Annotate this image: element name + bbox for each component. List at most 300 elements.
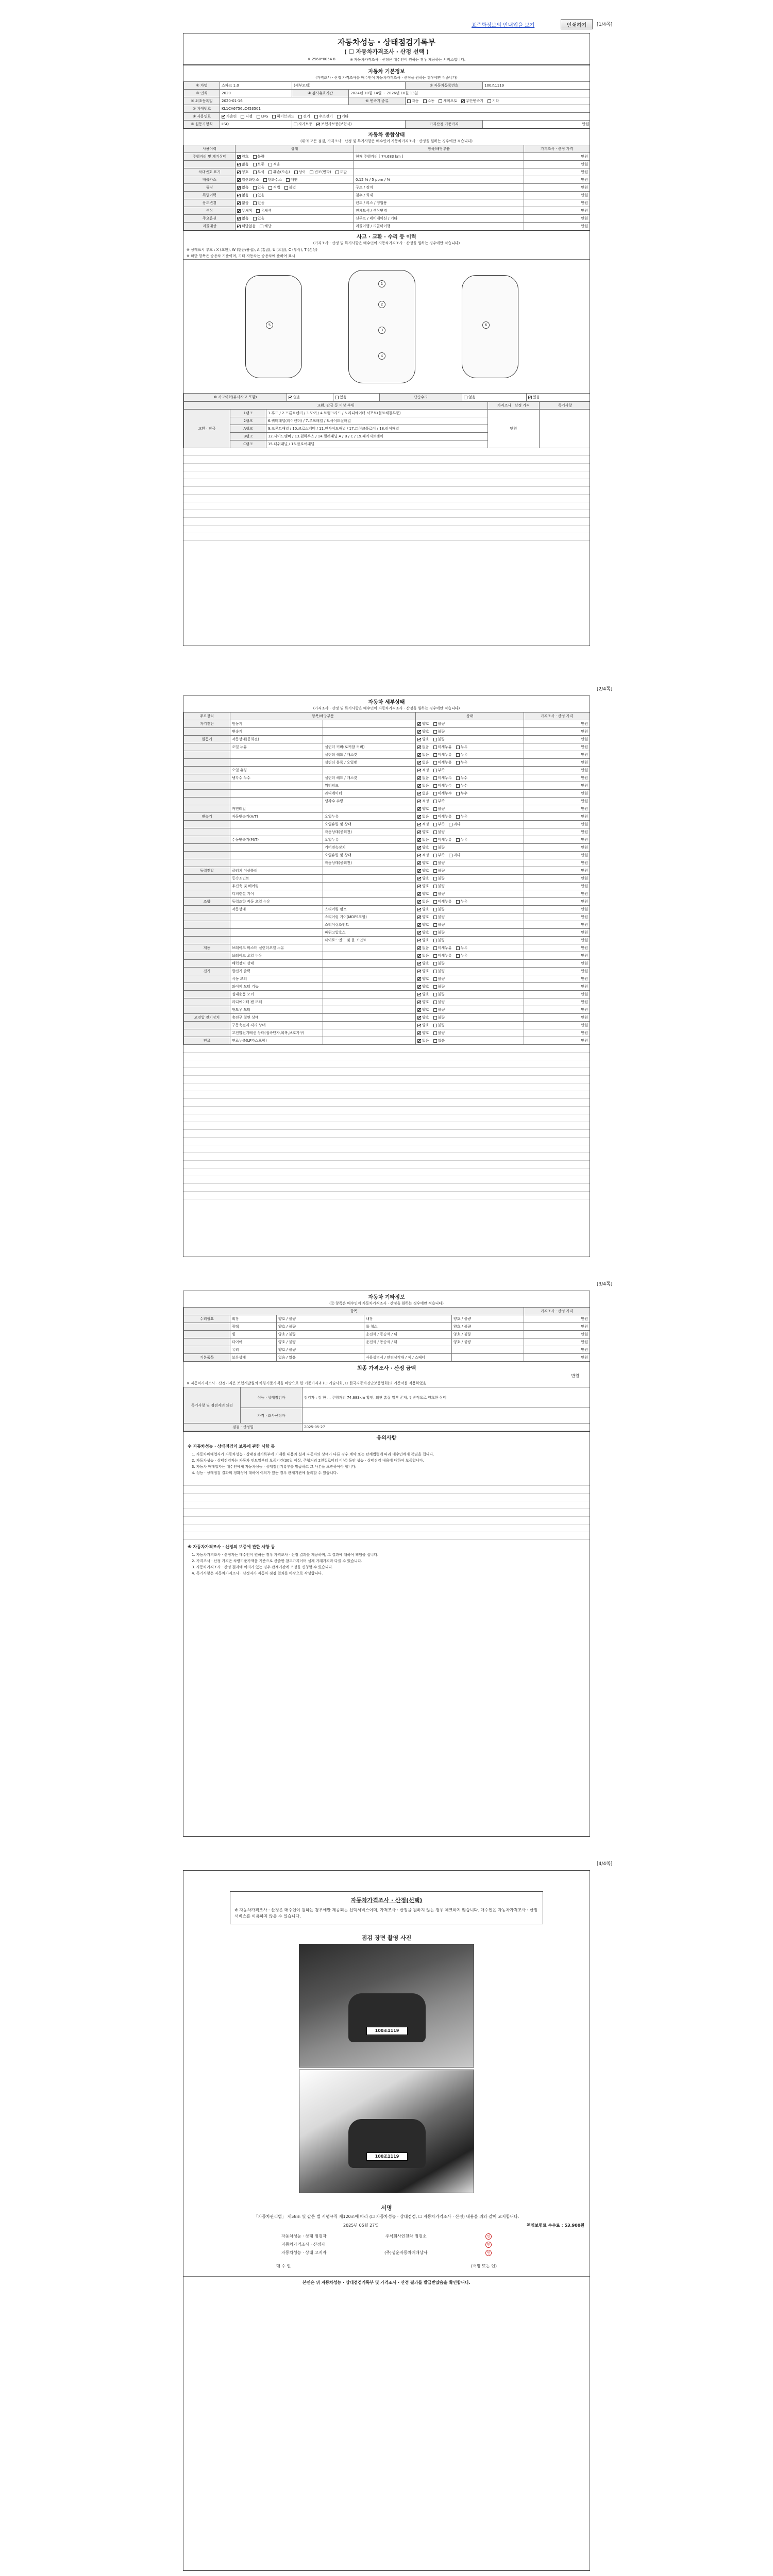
other-group	[184, 1323, 230, 1331]
detail-item: 발전기 출력	[230, 968, 323, 975]
detail-state-checkbox	[433, 831, 437, 834]
detail-state-checkbox	[417, 970, 421, 973]
general-state-checkbox	[237, 217, 241, 221]
detail-group	[184, 952, 230, 960]
detail-state-checkbox	[417, 962, 421, 965]
fuel-option	[314, 114, 333, 119]
parts-head-label: 교환, 판금 등 이상 부위	[184, 402, 488, 410]
sheet-header	[183, 33, 590, 65]
detail-row	[184, 1037, 590, 1045]
other-price: 만원	[524, 1331, 590, 1338]
detail-price: 만원	[524, 975, 590, 983]
detail-price: 만원	[524, 1006, 590, 1014]
part-marker-3: 3	[378, 327, 385, 334]
signer-role: 자동차가격조사 · 산정자	[281, 2242, 325, 2247]
detail-group	[184, 759, 230, 767]
detail-state-option: 불량	[433, 806, 445, 811]
detail-item: 오일 유량	[230, 767, 323, 774]
detail-price: 만원	[524, 890, 590, 898]
detail-row	[184, 998, 590, 1006]
accident-no-label: 없음	[293, 395, 300, 399]
detail-item	[230, 921, 323, 929]
notice-a-title: ※ 자동차성능 · 상태점검의 보증에 관한 사항 등	[188, 1444, 275, 1449]
detail-state-option: 없음	[417, 752, 429, 757]
signer-row	[276, 2232, 497, 2241]
detail-state-checkbox	[417, 730, 421, 734]
general-state-option: 불법	[284, 185, 296, 190]
fuel-option-label: 수소전기	[318, 114, 333, 118]
detail-state-checkbox	[433, 753, 437, 757]
detail-state-option: 적정	[417, 768, 429, 773]
detail-item	[230, 821, 323, 828]
detail-state-checkbox	[417, 1031, 421, 1035]
detail-state-checkbox	[433, 792, 437, 795]
detail-state-option: 없음	[417, 783, 429, 788]
general-state-option: 없음	[237, 185, 249, 190]
detail-sub	[323, 728, 416, 736]
signer-role: 자동차성능 · 상태 점검자	[281, 2234, 327, 2239]
transmission-checkbox	[461, 99, 465, 103]
detail-sub: 실린더 헤드 / 개스킷	[323, 751, 416, 759]
general-state-checkbox	[237, 163, 241, 166]
detail-row	[184, 968, 590, 975]
other-price: 만원	[524, 1338, 590, 1346]
detail-item: 브레이크 마스터 실린더오일 누유	[230, 944, 323, 952]
detail-state-option: 양호	[417, 999, 429, 1005]
detail-price: 만원	[524, 728, 590, 736]
detail-state-checkbox	[417, 861, 421, 865]
detail-group	[184, 821, 230, 828]
detail-price: 만원	[524, 944, 590, 952]
detail-row	[184, 1006, 590, 1014]
detail-state-option: 양호	[417, 907, 429, 912]
detail-state	[416, 975, 524, 983]
detail-state-option: 누수	[456, 783, 468, 788]
detail-group: 변속기	[184, 813, 230, 821]
detail-row	[184, 728, 590, 736]
detail-state-option: 불량	[433, 868, 445, 873]
other-state: 없음 / 있음	[277, 1354, 364, 1362]
detail-state-checkbox	[417, 761, 421, 765]
general-state	[236, 207, 354, 215]
transmission-checkbox	[439, 99, 442, 103]
warranty-option-label: 보험사보증(보험사)	[321, 122, 352, 126]
document-number: ※ 2560*0054 8	[307, 57, 335, 61]
general-state	[236, 192, 354, 199]
detail-price: 만원	[524, 759, 590, 767]
detail-state-checkbox	[433, 916, 437, 919]
detail-sub: 워터펌프	[323, 782, 416, 790]
detail-price: 만원	[524, 937, 590, 944]
appraisal-box-title: 자동차가격조사 · 산정(선택)	[350, 1897, 423, 1904]
other-item: 타이어	[230, 1338, 277, 1346]
general-item: 색상	[184, 207, 236, 215]
section-basic-note: (가격조사 · 산정 가격조사를 매수인이 자동차가격조사 · 산정을 원하는 경우에만 적습니다)	[315, 76, 458, 80]
detail-state	[416, 937, 524, 944]
simple-repair-no-label: 없음	[468, 395, 476, 399]
vin-value: KL1CA6756LC453501	[220, 105, 591, 113]
appraisal-box	[230, 1891, 543, 1924]
signer-stamp: 인	[485, 2233, 492, 2240]
detail-item: 윈도우 모터	[230, 1006, 323, 1014]
detail-item: 냉각수 누수	[230, 774, 323, 782]
detail-row	[184, 828, 590, 836]
detail-price: 만원	[524, 952, 590, 960]
detail-item: 변속기	[230, 728, 323, 736]
detail-state-checkbox	[433, 854, 437, 857]
detail-sub: 스티어링조인트	[323, 921, 416, 929]
general-state-option: 적법	[268, 185, 280, 190]
detail-state-option: 불량	[433, 1030, 445, 1036]
general-state-checkbox	[253, 201, 257, 205]
detail-row	[184, 836, 590, 844]
detail-state	[416, 728, 524, 736]
detail-sub: 오일누유	[323, 813, 416, 821]
general-price: 만원	[524, 168, 590, 176]
fee-label: 책임보험료 수수료 : 53,900원	[527, 2223, 584, 2228]
notice-b-item: 4. 특기사항은 자동차가격조사 · 산정자가 자동차 점검 결과를 바탕으로 작성합니다.	[192, 1571, 323, 1575]
detail-group	[184, 805, 230, 813]
detail-price: 만원	[524, 983, 590, 991]
special-notes-table	[183, 1387, 590, 1431]
other-group	[184, 1346, 230, 1354]
detail-state	[416, 944, 524, 952]
detail-item: 구동축전지 격리 상태	[230, 1022, 323, 1029]
detail-state	[416, 921, 524, 929]
detail-sub	[323, 767, 416, 774]
other-row	[184, 1346, 590, 1354]
detail-sub: 실린더 커버(로커암 커버)	[323, 743, 416, 751]
accident-legend: ※ 상태표시 부호 : X (교환), W (판금/용접), A (흠집), U (요철), C (부식), T (손상)	[187, 248, 317, 252]
other-group	[184, 1338, 230, 1346]
detail-state-option: 양호	[417, 1015, 429, 1020]
detail-state	[416, 983, 524, 991]
other-row	[184, 1315, 590, 1323]
detail-state	[416, 929, 524, 937]
detail-sub: 파워고압호스	[323, 929, 416, 937]
detail-state	[416, 759, 524, 767]
detail-state-checkbox	[417, 846, 421, 850]
print-button[interactable]: 인쇄하기	[561, 19, 593, 29]
general-state-option: 없음	[237, 193, 249, 198]
detail-state-checkbox	[456, 745, 460, 749]
detail-group	[184, 937, 230, 944]
general-detail: 현재 주행거리 [ 74,683 km ]	[354, 153, 524, 161]
detail-sub	[323, 998, 416, 1006]
detail-state-checkbox	[417, 800, 421, 803]
general-detail: 침수 / 화재	[354, 192, 524, 199]
page1-blank-area	[183, 448, 590, 541]
car-diagram	[183, 259, 590, 393]
page-number-3: [3/4쪽]	[597, 1282, 613, 1287]
detail-group	[184, 774, 230, 782]
detail-group	[184, 975, 230, 983]
detail-sub	[323, 875, 416, 883]
final-price-unit: 만원	[571, 1374, 579, 1378]
warranty-options	[292, 121, 406, 128]
simple-repair-label: 단순수리	[380, 394, 462, 401]
detail-sub	[323, 867, 416, 875]
sign-title: 서명	[381, 2205, 392, 2211]
detail-sub	[323, 720, 416, 728]
detail-group	[184, 728, 230, 736]
detail-group	[184, 743, 230, 751]
signer-row	[276, 2241, 497, 2249]
detail-group	[184, 929, 230, 937]
detail-state-option: 없음	[417, 945, 429, 951]
detail-state-option: 과다	[449, 822, 461, 827]
detail-state-checkbox	[417, 1008, 421, 1012]
grade-label: (세부모델)	[292, 82, 406, 90]
detail-state-option: 없음	[417, 744, 429, 750]
detail-sub	[323, 968, 416, 975]
accident-legend-2: ※ 하단 항목은 승용차 기준이며, 기타 자동차는 승용차에 준하여 표시	[187, 254, 295, 258]
detail-state-option: 있음	[433, 1038, 445, 1043]
general-state-option: 많음	[237, 162, 249, 167]
general-state-option: 해당	[260, 224, 272, 229]
detail-state-checkbox	[417, 885, 421, 888]
detail-state-option: 적정	[417, 799, 429, 804]
general-state-checkbox	[253, 155, 257, 159]
detail-state-option: 없음	[417, 760, 429, 765]
detail-row	[184, 805, 590, 813]
detail-state-option: 누유	[456, 899, 468, 904]
detail-group	[184, 913, 230, 921]
detail-state	[416, 767, 524, 774]
detail-state-option: 양호	[417, 976, 429, 981]
detail-price: 만원	[524, 798, 590, 805]
general-row	[184, 168, 590, 176]
inspection-sheet-page-4	[183, 1870, 590, 2571]
detail-state-checkbox	[417, 1039, 421, 1043]
detail-sub: 오일유량 및 상태	[323, 852, 416, 859]
detail-state-option: 불량	[433, 845, 445, 850]
detail-item: 연료누출(LP가스포함)	[230, 1037, 323, 1045]
detail-state-option: 불량	[433, 876, 445, 881]
detail-state-option: 양호	[417, 737, 429, 742]
detail-state-checkbox	[417, 916, 421, 919]
detail-state-checkbox	[433, 939, 437, 942]
detail-item	[230, 913, 323, 921]
standard-info-link[interactable]: 표준화정보의 안내입을 보기	[472, 23, 535, 28]
detail-row	[184, 790, 590, 798]
basic-info-table	[183, 81, 590, 128]
detail-state-checkbox	[433, 815, 437, 819]
engine-type-label: ⑨ 원동기형식	[184, 121, 220, 128]
detail-group	[184, 790, 230, 798]
part-marker-2: 2	[378, 301, 385, 308]
detail-state-checkbox	[417, 993, 421, 996]
detail-item: 커먼레일	[230, 805, 323, 813]
detail-row	[184, 1014, 590, 1022]
detail-item: 배력장치 상태	[230, 960, 323, 968]
detail-row	[184, 782, 590, 790]
detail-state-option: 양호	[417, 721, 429, 726]
receiver-sign: (서명 또는 인)	[471, 2264, 497, 2268]
notice-title: 유의사항	[183, 1431, 590, 1442]
detail-row	[184, 813, 590, 821]
detail-state-option: 양호	[417, 914, 429, 920]
general-price: 만원	[524, 192, 590, 199]
detail-state-checkbox	[417, 931, 421, 935]
warranty-option	[294, 122, 312, 127]
transmission-label: ⑥ 변속기 종류	[349, 97, 406, 105]
other-state-2: 양호 / 불량	[452, 1331, 524, 1338]
detail-state-checkbox	[417, 831, 421, 834]
detail-state-checkbox	[433, 784, 437, 788]
parts-items: 6.쿼터패널(리어펜더) / 7.루프패널 / 8.사이드실패널	[266, 417, 488, 425]
parts-items: 15.대쉬패널 / 16.플로어패널	[266, 440, 488, 448]
general-state-checkbox	[253, 171, 257, 174]
parts-items: 12.사이드멤버 / 13.휠하우스 / 14.필러패널 A / B / C / 19.패키지트레이	[266, 433, 488, 440]
notice-a-list	[183, 1451, 590, 1476]
detail-state	[416, 890, 524, 898]
general-state-checkbox	[253, 163, 257, 166]
general-state-checkbox	[237, 209, 241, 213]
detail-state-checkbox	[433, 861, 437, 865]
general-state	[236, 161, 354, 168]
detail-state-option: 없음	[417, 791, 429, 796]
detail-state-checkbox	[456, 761, 460, 765]
detail-state-option: 양호	[417, 860, 429, 866]
signer-stamp: 인	[485, 2242, 492, 2248]
detail-sub: 작동상태(공회전)	[323, 828, 416, 836]
general-state-option: 없음	[237, 200, 249, 206]
general-state-option: 도말	[335, 170, 347, 175]
detail-state-option: 미세누유	[433, 744, 452, 750]
other-price: 만원	[524, 1315, 590, 1323]
notice-b-item: 1. 자동차가격조사 · 산정자는 매수인이 원하는 경우 가격조사 · 산정 결과를 제공하며, 그 결과에 대하여 책임을 집니다.	[192, 1553, 379, 1557]
detail-state-option: 불량	[433, 922, 445, 927]
detail-state-option: 양호	[417, 930, 429, 935]
signer-name: 주식회사인천차 점검소	[385, 2234, 427, 2239]
detail-sub	[323, 975, 416, 983]
general-state-option: 있음	[253, 216, 265, 221]
reg-number-value: 100조1119	[483, 82, 590, 90]
transmission-option-label: 자동	[412, 99, 419, 103]
detail-row	[184, 898, 590, 906]
accident-history-table	[183, 393, 590, 401]
detail-state-checkbox	[433, 993, 437, 996]
detail-state-option: 미세누수	[433, 791, 452, 796]
detail-group	[184, 767, 230, 774]
fuel-checkbox	[257, 115, 260, 118]
general-state-checkbox	[294, 171, 298, 174]
detail-head-cell: 가격조사 · 산정 가격	[524, 713, 590, 720]
fuel-checkbox	[241, 115, 244, 118]
fuel-option-label: 디젤	[245, 114, 253, 118]
other-row	[184, 1354, 590, 1362]
first-reg-label: ⑤ 최초등록일	[184, 97, 220, 105]
general-state-option: 변조(변타)	[310, 170, 331, 175]
detail-sub	[323, 736, 416, 743]
detail-state	[416, 991, 524, 998]
general-item	[184, 161, 236, 168]
detail-row	[184, 952, 590, 960]
parts-items: 9.프론트패널 / 10.크로스멤버 / 11.인사이드패널 / 17.트렁크플로어 / 18.리어패널	[266, 425, 488, 433]
detail-state-option: 과다	[449, 853, 461, 858]
detail-state-option: 누유	[456, 814, 468, 819]
detail-state-option: 불량	[433, 884, 445, 889]
general-head-cell: 사용이력	[184, 145, 236, 153]
detail-state-option: 미세누유	[433, 814, 452, 819]
fuel-option	[272, 114, 294, 119]
general-state-option: 있음	[253, 193, 265, 198]
detail-price: 만원	[524, 867, 590, 875]
detail-state-checkbox	[417, 954, 421, 958]
detail-row	[184, 759, 590, 767]
detail-state-checkbox	[417, 1001, 421, 1004]
detail-group	[184, 998, 230, 1006]
detail-sub	[323, 991, 416, 998]
general-state-option: 불량	[253, 154, 265, 159]
general-detail	[354, 161, 524, 168]
detail-state-checkbox	[433, 776, 437, 780]
general-row	[184, 184, 590, 192]
photo-plate-1: 100조1119	[366, 2027, 408, 2035]
detail-row	[184, 921, 590, 929]
detail-state-option: 부족	[433, 799, 445, 804]
detail-state	[416, 798, 524, 805]
general-head-cell: 상태	[236, 145, 354, 153]
detail-price: 만원	[524, 1014, 590, 1022]
detail-state-checkbox	[417, 745, 421, 749]
notice-a-item: 1. 자동차매매업자가 자동차성능 · 상태점검기록부에 기재한 내용과 실제 자동차의 상태가 다른 경우 계약 또는 관계법령에 따라 매수인에게 책임을 집니다.	[192, 1452, 434, 1456]
parts-rank: A랭크	[230, 425, 266, 433]
detail-group: 조향	[184, 898, 230, 906]
detail-state-option: 불량	[433, 999, 445, 1005]
detail-row	[184, 906, 590, 913]
detail-state-option: 양호	[417, 1023, 429, 1028]
detail-item	[230, 852, 323, 859]
detail-state	[416, 875, 524, 883]
photo-plate-2: 100조1119	[366, 2153, 408, 2161]
first-reg-value: 2020-01-16	[220, 97, 349, 105]
transmission-options	[406, 97, 590, 105]
detail-state-checkbox	[417, 1016, 421, 1020]
part-marker-6: 6	[482, 321, 490, 329]
detail-state-option: 양호	[417, 1007, 429, 1012]
detail-group	[184, 859, 230, 867]
general-state-checkbox	[237, 171, 241, 174]
other-info-table	[183, 1307, 590, 1362]
detail-row	[184, 751, 590, 759]
general-state	[236, 184, 354, 192]
detail-item: 수동변속기(M/T)	[230, 836, 323, 844]
general-state-option: 매연	[286, 177, 298, 182]
other-item-2: 룸 청소	[364, 1323, 452, 1331]
detail-state-checkbox	[433, 954, 437, 958]
detail-state-option: 적정	[417, 853, 429, 858]
detail-note: (가격조사 · 산정 및 특기사항은 매수인이 자동차가격조사 · 산정을 원하는 경우에만 적습니다)	[313, 706, 460, 710]
general-row	[184, 223, 590, 230]
detail-sub: 실린더 헤드 / 개스킷	[323, 774, 416, 782]
fuel-option	[257, 114, 268, 118]
detail-row	[184, 991, 590, 998]
detail-state-option: 불량	[433, 860, 445, 866]
detail-state-option: 불량	[433, 829, 445, 835]
other-state: 양호 / 불량	[277, 1338, 364, 1346]
detail-item: 작동상태(공회전)	[230, 736, 323, 743]
other-state-2: 양호 / 불량	[452, 1338, 524, 1346]
detail-state-checkbox	[456, 900, 460, 904]
detail-state	[416, 913, 524, 921]
other-item-2: 운전석 / 동승석 / 뒤	[364, 1338, 452, 1346]
detail-state-option: 불량	[433, 737, 445, 742]
special-label: 특기사항 및 점검자의 의견	[184, 1387, 241, 1423]
detail-state-checkbox	[417, 784, 421, 788]
detail-state-checkbox	[417, 869, 421, 873]
